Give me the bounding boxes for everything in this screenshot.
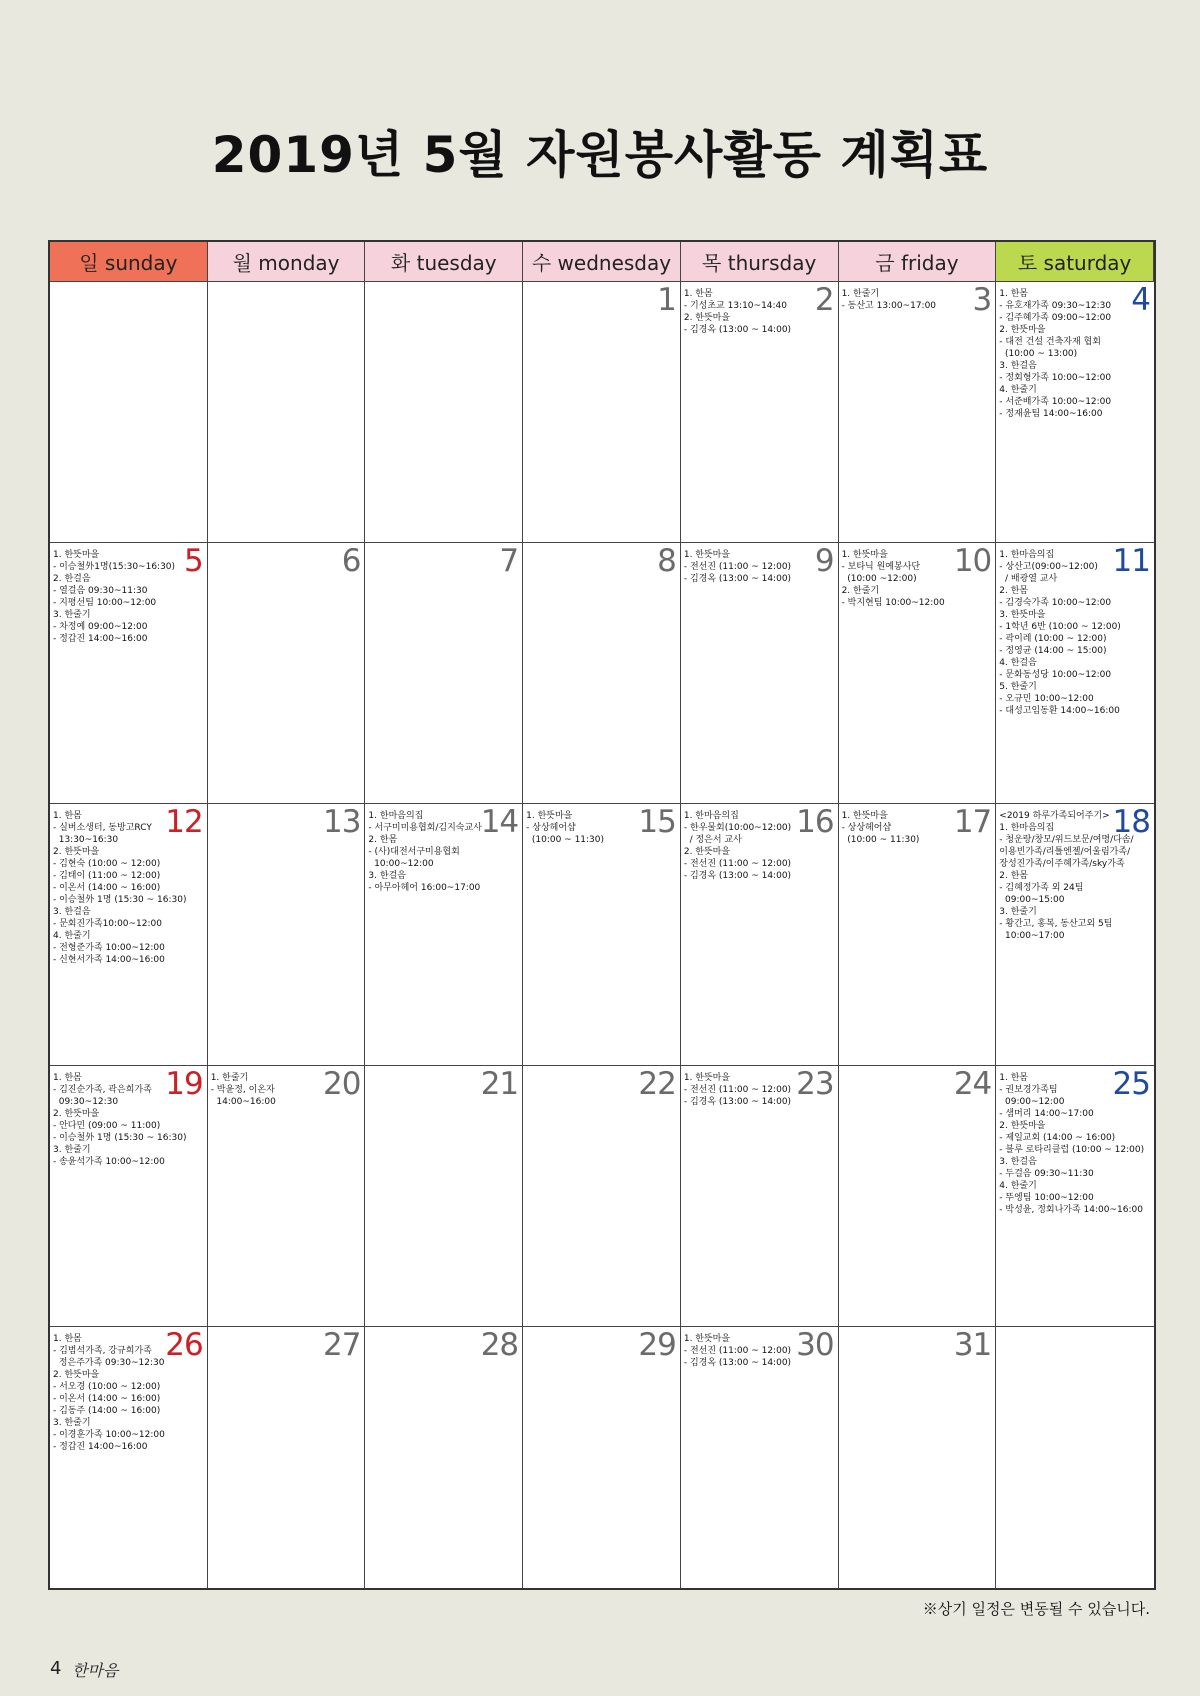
day-number: 26 <box>165 1326 203 1363</box>
day-number: 19 <box>165 1065 203 1102</box>
day-number: 12 <box>165 804 203 841</box>
day-cell <box>50 1066 208 1327</box>
day-number: 28 <box>480 1326 519 1363</box>
day-cell <box>996 1327 1154 1588</box>
page-title: 2019년 5월 자원봉사활동 계획표 <box>211 126 989 184</box>
day-cell <box>523 804 681 1065</box>
day-cell <box>681 1066 839 1327</box>
day-number: 6 <box>341 543 361 580</box>
day-number: 31 <box>953 1326 992 1363</box>
day-cell <box>681 282 839 543</box>
day-cell <box>839 282 997 543</box>
day-cell <box>523 543 681 804</box>
day-cell <box>50 1327 208 1588</box>
day-number: 1 <box>657 282 676 318</box>
day-cell <box>523 1066 681 1327</box>
header-sunday: 일 sunday <box>50 242 208 282</box>
day-number: 5 <box>183 543 203 580</box>
day-cell <box>523 1327 681 1588</box>
day-cell <box>208 1327 366 1588</box>
day-number: 2 <box>814 282 834 318</box>
header-saturday: 토 saturday <box>996 242 1154 282</box>
day-number: 13 <box>322 804 361 841</box>
day-number: 9 <box>814 543 834 580</box>
day-cell <box>681 1327 839 1588</box>
day-cell <box>208 804 366 1065</box>
day-cell <box>208 282 366 543</box>
header-thursday: 목 thursday <box>681 242 839 282</box>
day-cell <box>996 1066 1154 1327</box>
day-cell <box>50 543 208 804</box>
day-events: 1. 한뜻마을 - 전선진 (11:00 ~ 12:00) - 김경옥 (13:00 ~ 14:00) <box>683 1072 792 1107</box>
day-number: 11 <box>1112 543 1150 580</box>
day-number: 29 <box>638 1326 676 1363</box>
day-number: 23 <box>796 1065 834 1102</box>
day-cell <box>365 543 523 804</box>
day-cell <box>996 543 1154 804</box>
day-number: 22 <box>638 1065 676 1102</box>
day-number: 18 <box>1112 804 1150 841</box>
day-events: 1. 한줄기 - 박윤정, 이온자 14:00~16:00 <box>210 1072 276 1107</box>
day-cell <box>996 282 1154 543</box>
calendar-grid <box>48 240 1156 1590</box>
header-friday: 금 friday <box>839 242 997 282</box>
day-events: 1. 한몸 - 권보경가족팀 09:00~12:00 - 샘머리 14:00~17:00 2. 한뜻마을 - 제일교회 (14:00 ~ 16:00) - 블루 로타리클럽 (10:00 ~ 12:00) 3. 한걸음 - 두걸음 09:30~11:30 4. 한줄기 - 뚜엥팀 10:00~12:00 - 박성윤, 정회나가족 14:00~16:00 <box>999 1072 1145 1215</box>
day-events: 1. 한뜻마을 - 보타닉 원예봉사단 (10:00 ~12:00) 2. 한줄기 - 박지현팀 10:00~12:00 <box>841 550 945 609</box>
header-monday: 월 monday <box>208 242 366 282</box>
day-number: 17 <box>953 804 992 841</box>
day-cell <box>208 1066 366 1327</box>
day-number: 14 <box>480 804 519 841</box>
day-cell <box>681 804 839 1065</box>
day-number: 21 <box>480 1065 519 1102</box>
day-events: 1. 한뜻마을 - 이승철外1명(15:30~16:30) 2. 한걸음 - 열걸음 09:30~11:30 - 지평선팀 10:00~12:00 3. 한줄기 - 차정예 09:00~12:00 - 정갑진 14:00~16:00 <box>53 550 176 645</box>
day-events: 1. 한줄기 - 동산고 13:00~17:00 <box>841 289 937 311</box>
day-cell <box>365 282 523 543</box>
day-events: 1. 한뜻마을 - 전선진 (11:00 ~ 12:00) - 김경옥 (13:00 ~ 14:00) <box>683 550 792 585</box>
day-events: 1. 한몸 - 기성초교 13:10~14:40 2. 한뜻마을 - 김경옥 (13:00 ~ 14:00) <box>683 289 792 335</box>
day-number: 25 <box>1112 1065 1150 1102</box>
day-number: 3 <box>972 282 992 318</box>
day-number: 4 <box>1131 282 1150 318</box>
day-cell <box>50 282 208 543</box>
day-events: 1. 한마음의집 - 한우물회(10:00~12:00) / 정은서 교사 2. 한뜻마을 - 전선진 (11:00 ~ 12:00) - 김경옥 (13:00 ~ 14:00) <box>683 811 792 882</box>
day-cell <box>839 804 997 1065</box>
day-cell <box>839 1066 997 1327</box>
day-events: 1. 한마음의집 - 상산고(09:00~12:00) / 배광열 교사 2. 한몸 - 김경숙가족 10:00~12:00 3. 한뜻마을 - 1학년 6반 (10:00 ~ 12:00) - 곽이레 (10:00 ~ 12:00) - 정영균 (14:00 ~ 15:00) 4. 한걸음 - 문화동성당 10:00~12:00 5. 한줄기 - 오규민 10:00~12:00 - 대성고임동환 14:00~16:00 <box>999 550 1121 717</box>
day-cell <box>365 1066 523 1327</box>
day-events: 1. 한몸 - 김범석가족, 강규희가족 정은주가족 09:30~12:30 2. 한뜻마을 - 서오경 (10:00 ~ 12:00) - 이온서 (14:00 ~ 16:00) - 김동주 (14:00 ~ 16:00) 3. 한줄기 - 이경훈가족 10:00~12:00 - 정갑진 14:00~16:00 <box>53 1333 165 1452</box>
day-events: 1. 한뜻마을 - 전선진 (11:00 ~ 12:00) - 김경옥 (13:00 ~ 14:00) <box>683 1333 792 1368</box>
day-cell <box>523 282 681 543</box>
day-cell <box>208 543 366 804</box>
day-cell <box>839 1327 997 1588</box>
logo: 한마음 <box>72 1661 119 1680</box>
day-cell <box>681 543 839 804</box>
day-number: 7 <box>499 543 519 580</box>
header-tuesday: 화 tuesday <box>365 242 523 282</box>
day-events: 1. 한몸 - 김진순가족, 곽은희가족 09:30~12:30 2. 한뜻마을 - 안다민 (09:00 ~ 11:00) - 이승철外 1명 (15:30 ~ 16:30) 3. 한줄기 - 송윤석가족 10:00~12:00 <box>53 1072 187 1167</box>
day-number: 8 <box>657 543 676 580</box>
day-cell <box>365 804 523 1065</box>
day-cell <box>50 804 208 1065</box>
day-cell <box>839 543 997 804</box>
day-events: 1. 한마음의집 - 서구미미용협회/김지숙교사 2. 한몸 - (사)대전서구미용협회 10:00~12:00 3. 한걸음 - 아무아헤어 16:00~17:00 <box>368 811 482 894</box>
day-events: 1. 한뜻마을 - 상상헤어샵 (10:00 ~ 11:30) <box>841 811 920 846</box>
day-number: 30 <box>796 1326 834 1363</box>
day-events: 1. 한몸 - 유호재가족 09:30~12:30 - 김주혜가족 09:00~12:00 2. 한뜻마을 - 대전 건설 건축자재 협회 (10:00 ~ 13:00) 3. 한걸음 - 정회형가족 10:00~12:00 4. 한줄기 - 서준배가족 10:00~12:00 - 정재윤팀 14:00~16:00 <box>999 289 1112 419</box>
day-number: 20 <box>322 1065 361 1102</box>
day-number: 15 <box>638 804 676 841</box>
day-cell <box>365 1327 523 1588</box>
day-cell <box>996 804 1154 1065</box>
day-events: <2019 하루가족되어주기> 1. 한마음의집 - 청운랑/창모/위드보문/여명/다솜/ 이용빈가족/리틀엔젤/어울림가족/ 장성진가족/이주혜가족/sky가족 2. 한몸 - 김혜정가족 외 24팀 09:00~15:00 3. 한줄기 - 황간고, 홍복, 동산고외 5팀 10:00~17:00 <box>999 811 1134 942</box>
day-number: 27 <box>322 1326 361 1363</box>
day-number: 24 <box>953 1065 992 1102</box>
day-number: 16 <box>796 804 834 841</box>
day-number: 10 <box>953 543 992 580</box>
day-events: 1. 한몸 - 실버소생터, 동방고RCY 13:30~16:30 2. 한뜻마을 - 김현숙 (10:00 ~ 12:00) - 김태이 (11:00 ~ 12:00) - 이온서 (14:00 ~ 16:00) - 이승철外 1명 (15:30 ~ 16:30) 3. 한걸음 - 문회진가족10:00~12:00 4. 한줄기 - 전형준가족 10:00~12:00 - 신현서가족 14:00~16:00 <box>53 811 187 966</box>
page-number: 4 <box>50 1658 62 1679</box>
header-wednesday: 수 wednesday <box>523 242 681 282</box>
schedule-note: ※상기 일정은 변동될 수 있습니다. <box>922 1600 1150 1618</box>
day-events: 1. 한뜻마을 - 상상헤어샵 (10:00 ~ 11:30) <box>526 811 605 846</box>
